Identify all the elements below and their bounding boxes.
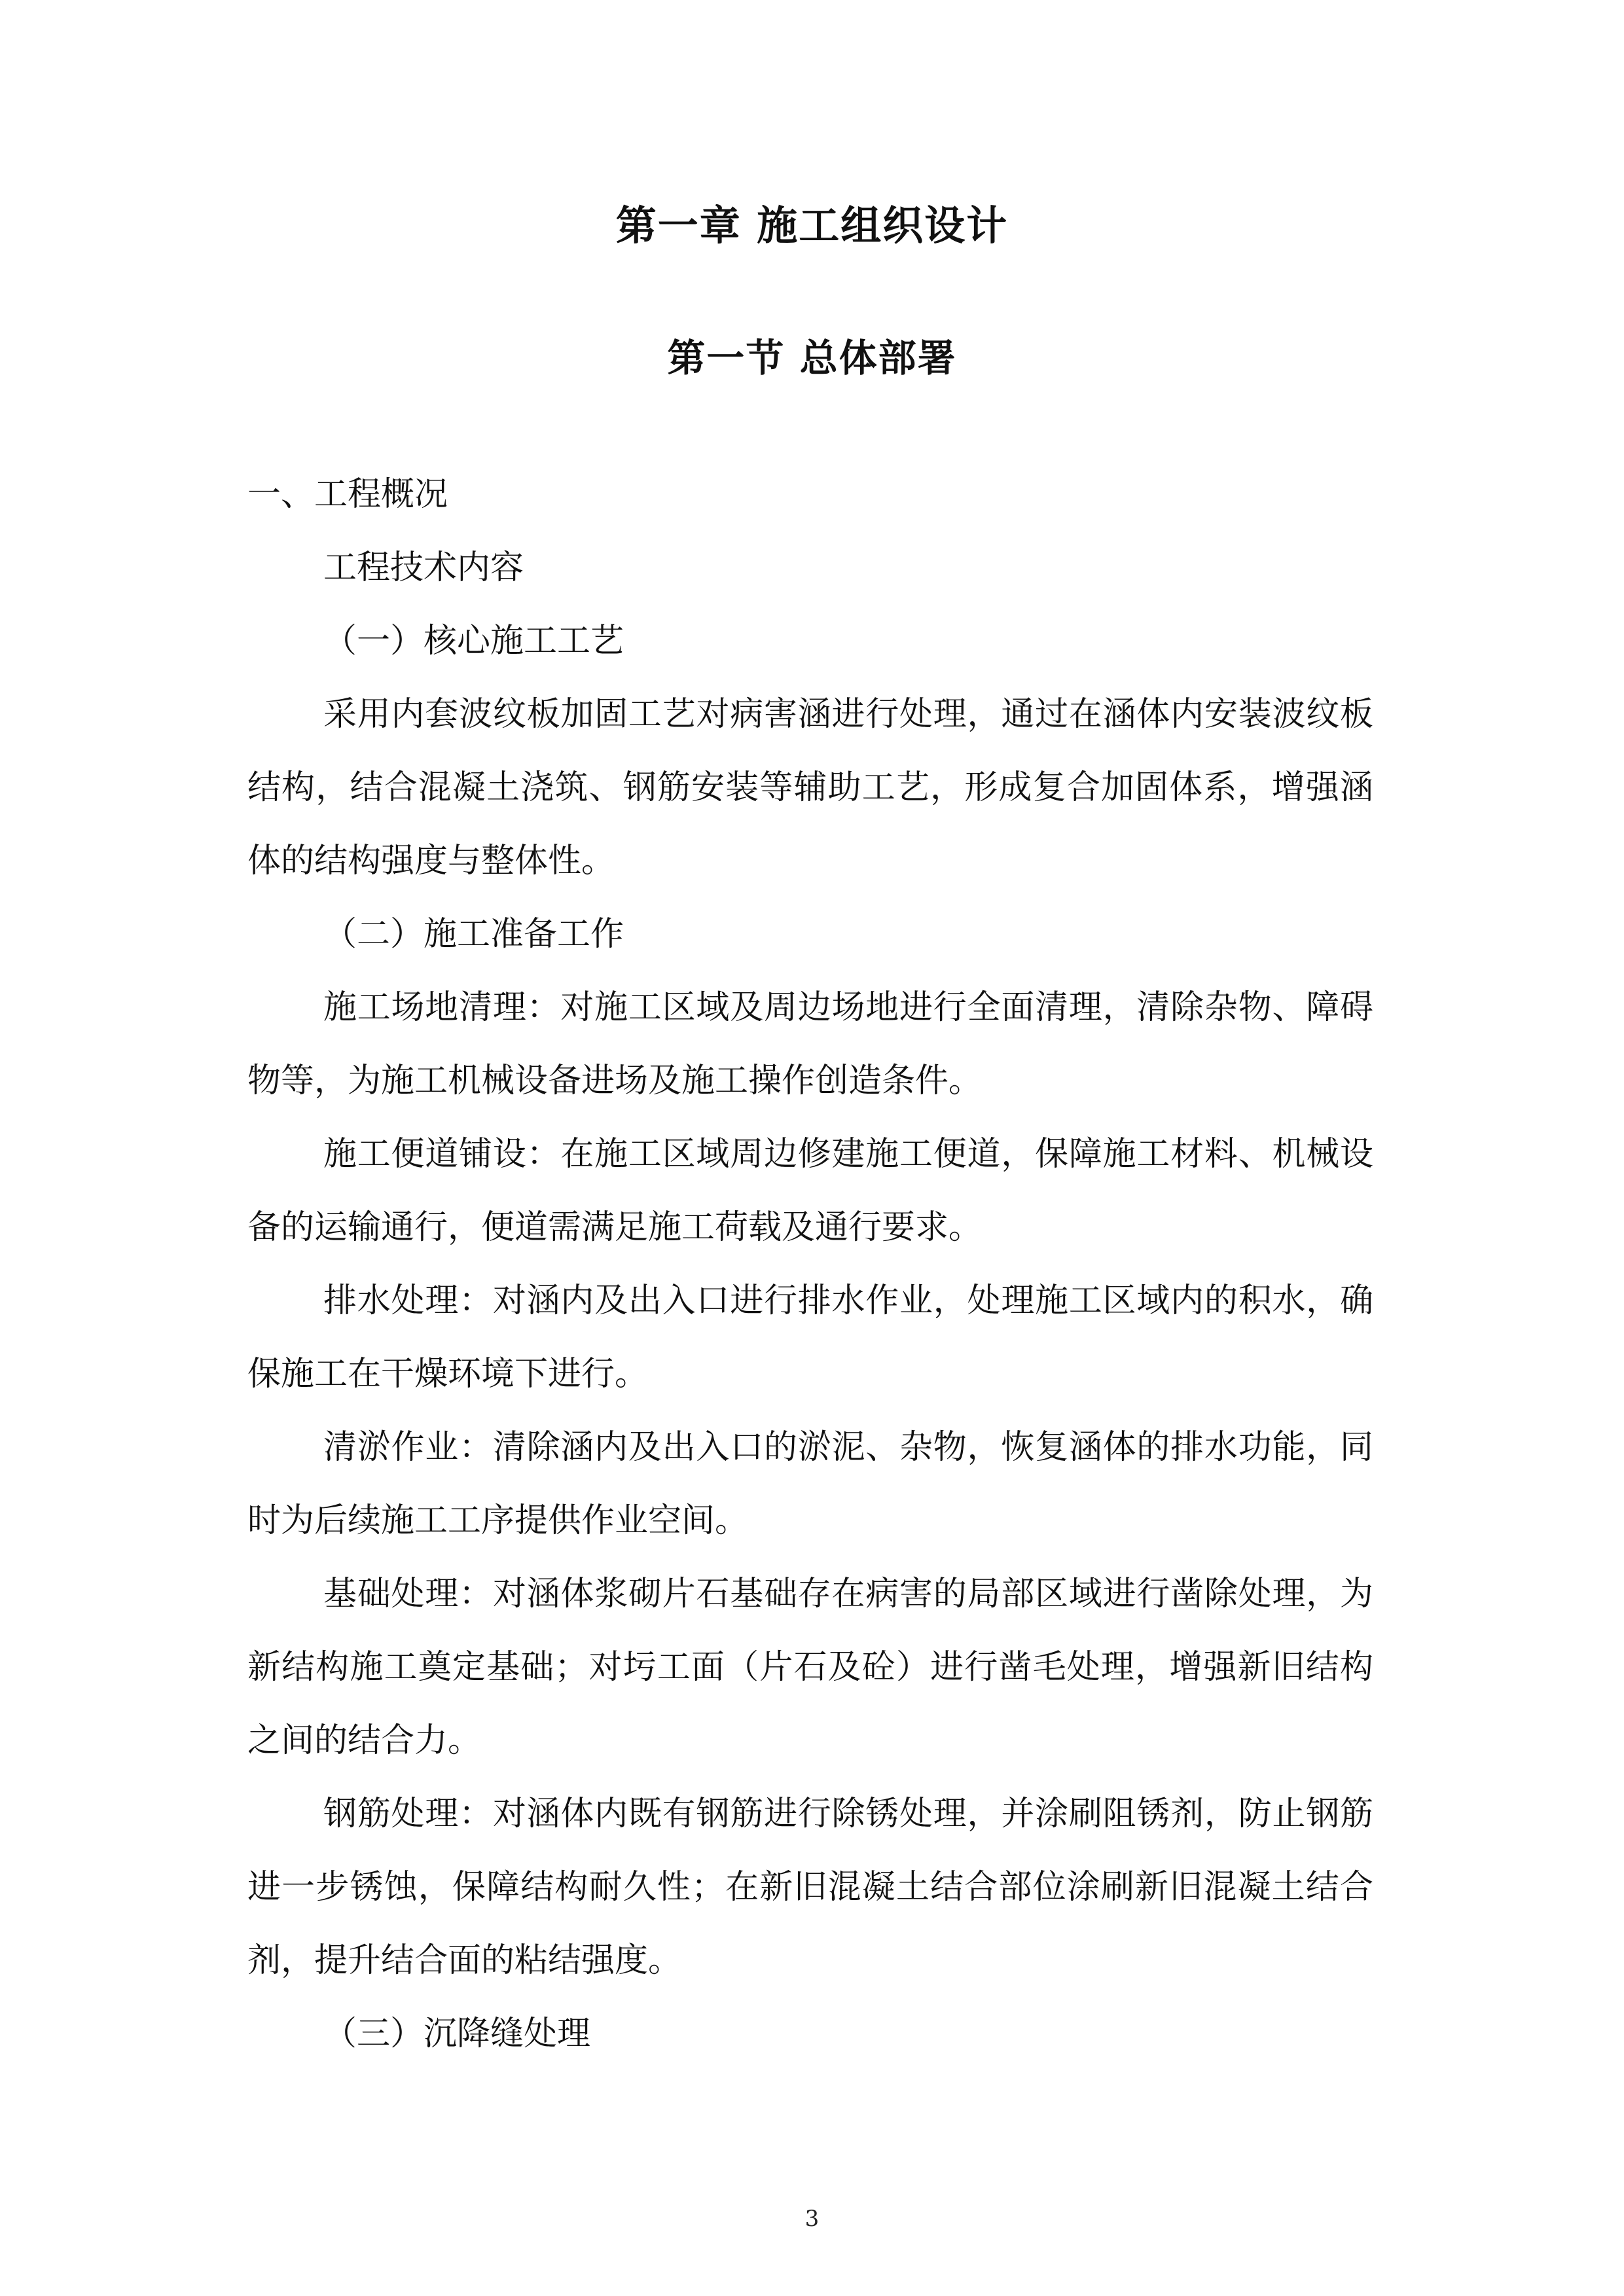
paragraph-drainage: 排水处理：对涵内及出入口进行排水作业，处理施工区域内的积水，确保施工在干燥环境下进行。 (247, 1282, 1373, 1393)
subheading-technical-content: 工程技术内容 (323, 548, 524, 587)
subheading-preparation: （二）施工准备工作 (323, 915, 624, 954)
paragraph-site-clearing: 施工场地清理：对施工区域及周边场地进行全面清理，清除杂物、障碍物等，为施工机械设备进场及施工操作创造条件。 (247, 988, 1373, 1100)
subheading-core-process: （一）核心施工工艺 (323, 622, 624, 660)
section-title: 第一节 总体部署 (667, 336, 957, 380)
paragraph-access-road: 施工便道铺设：在施工区域周边修建施工便道，保障施工材料、机械设备的运输通行，便道需满足施工荷载及通行要求。 (247, 1135, 1373, 1247)
chapter-title: 第一章 施工组织设计 (615, 202, 1009, 249)
paragraph-desilting: 清淤作业：清除涵内及出入口的淤泥、杂物，恢复涵体的排水功能，同时为后续施工工序提供作业空间。 (247, 1428, 1373, 1540)
document-body (247, 458, 1373, 2071)
paragraph-rebar: 钢筋处理：对涵体内既有钢筋进行除锈处理，并涂刷阻锈剂，防止钢筋进一步锈蚀，保障结构耐久性；在新旧混凝土结合部位涂刷新旧混凝土结合剂，提升结合面的粘结强度。 (247, 1795, 1373, 1980)
paragraph-core-process: 采用内套波纹板加固工艺对病害涵进行处理，通过在涵体内安装波纹板结构，结合混凝土浇筑、钢筋安装等辅助工艺，形成复合加固体系，增强涵体的结构强度与整体性。 (247, 695, 1373, 880)
subheading-settlement-joint: （三）沉降缝处理 (323, 2015, 591, 2053)
page-number: 3 (804, 2206, 820, 2232)
heading-project-overview: 一、工程概况 (247, 475, 448, 514)
paragraph-foundation: 基础处理：对涵体浆砌片石基础存在病害的局部区域进行凿除处理，为新结构施工奠定基础；对圬工面（片石及砼）进行凿毛处理，增强新旧结构之间的结合力。 (247, 1575, 1373, 1760)
